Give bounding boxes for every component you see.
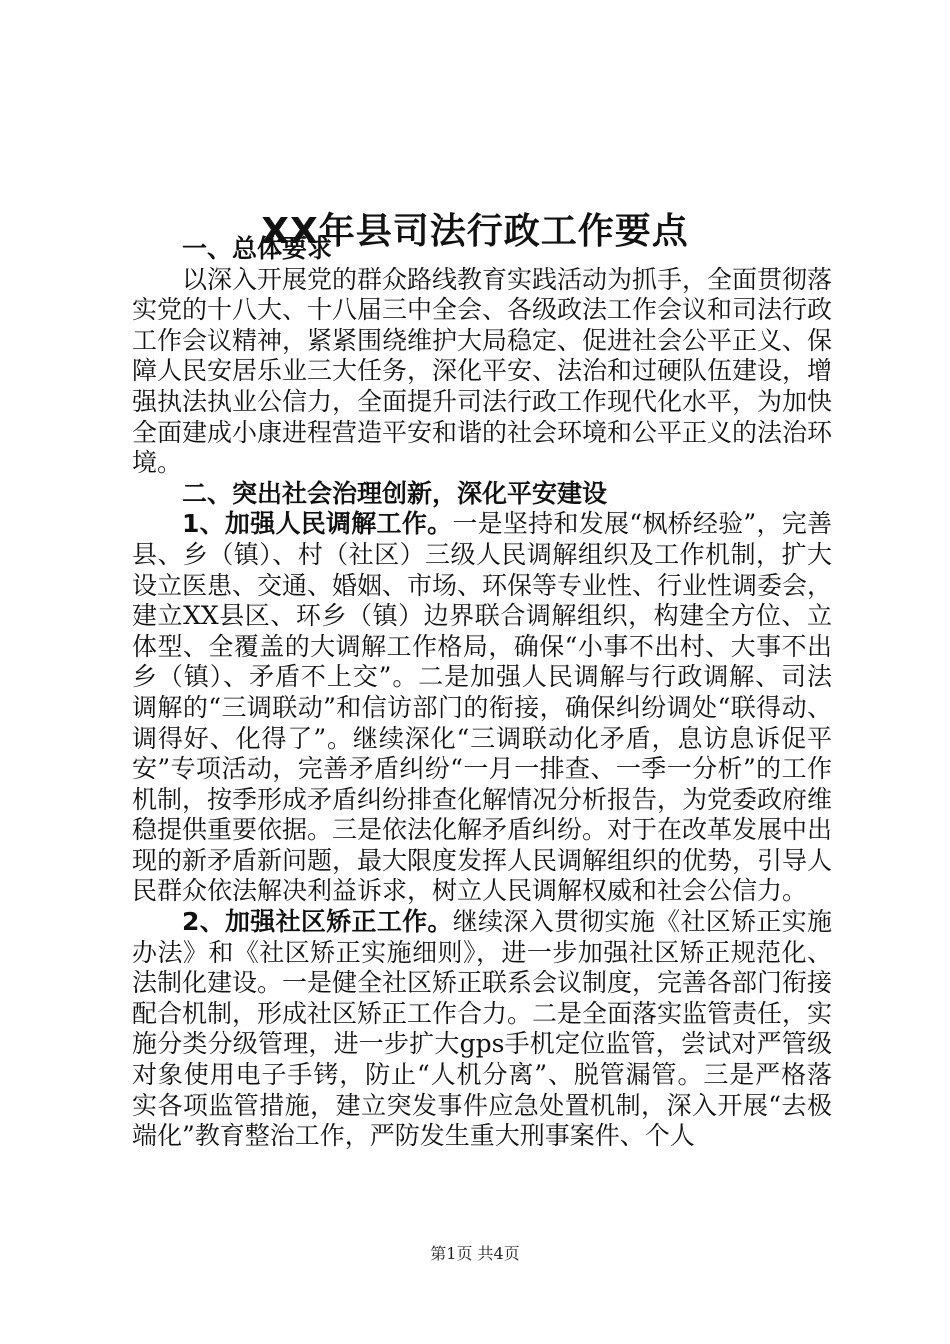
document-body [132, 234, 832, 1152]
paragraph-text: 继续深入贯彻实施《社区矫正实施办法》和《社区矫正实施细则》，进一步加强社区矫正规范化、法制化建设。一是健全社区矫正联系会议制度，完善各部门衔接配合机制，形成社区矫正工作合力。二是全面落实监管责任，实施分类分级管理，进一步扩大gps手机定位监管，尝试对严管级对象使用电子手铐，防止“人机分离”、脱管漏管。三是严格落实各项监管措施，建立突发事件应急处置机制，深入开展“去极端化”教育整治工作，严防发生重大刑事案件、个人 [132, 907, 833, 1151]
section-heading: 二、突出社会治理创新，深化平安建设 [182, 478, 608, 508]
page-footer: 第1页 共4页 [430, 1244, 520, 1263]
paragraph [132, 907, 832, 1152]
document-title: XX年县司法行政工作要点 [261, 211, 689, 253]
paragraph-text: 一是坚持和发展“枫桥经验”，完善县、乡（镇）、村（社区）三级人民调解组织及工作机制，扩大设立医患、交通、婚姻、市场、环保等专业性、行业性调委会，建立XX县区、环乡（镇）边界联合调解组织，构建全方位、立体型、全覆盖的大调解工作格局，确保“小事不出村、大事不出乡（镇）、矛盾不上交”。二是加强人民调解与行政调解、司法调解的“三调联动”和信访部门的衔接，确保纠纷调处“联得动、调得好、化得了”。继续深化“三调联动化矛盾，息访息诉促平安”专项活动，完善矛盾纠纷“一月一排查、一季一分析”的工作机制，按季形成矛盾纠纷排查化解情况分析报告，为党委政府维稳提供重要依据。三是依法化解矛盾纠纷。对于在改革发展中出现的新矛盾新问题，最大限度发挥人民调解组织的优势，引导人民群众依法解决利益诉求，树立人民调解权威和社会公信力。 [132, 509, 833, 906]
paragraph-lead: 1、加强人民调解工作。 [182, 509, 453, 539]
paragraph [132, 265, 832, 479]
paragraph-text: 以深入开展党的群众路线教育实践活动为抓手，全面贯彻落实党的十八大、十八届三中全会、各级政法工作会议和司法行政工作会议精神，紧紧围绕维护大局稳定、促进社会公平正义、保障人民安居乐业三大任务，深化平安、法治和过硬队伍建设，增强执法执业公信力，全面提升司法行政工作现代化水平，为加快全面建成小康进程营造平安和谐的社会环境和公平正义的法治环境。 [132, 264, 833, 478]
paragraph-lead: 2、加强社区矫正工作。 [182, 907, 453, 937]
paragraph [132, 509, 832, 907]
section-heading: 一、总体要求 [182, 234, 333, 263]
